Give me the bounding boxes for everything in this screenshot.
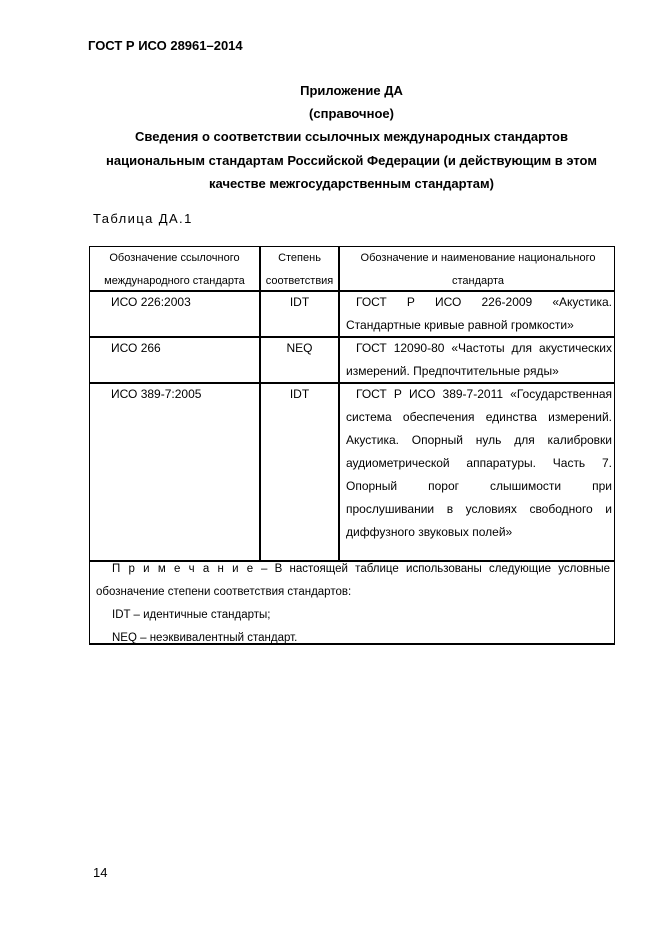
note-item-neq: NEQ – неэквивалентный стандарт. <box>112 632 298 644</box>
column-divider <box>338 247 340 560</box>
annex-heading-line-1: Сведения о соответствии ссылочных международных стандартов <box>135 129 568 144</box>
note-label: П р и м е ч а н и е <box>112 563 254 575</box>
row-1-national: ГОСТ Р ИСО 226-2009 «Акустика. Стандартные кривые равной громкости» <box>346 295 612 332</box>
row-1-ref: ИСО 226:2003 <box>111 295 191 309</box>
table-caption: Таблица ДА.1 <box>93 211 193 226</box>
header-cell-national <box>340 247 616 292</box>
header-line: соответствия <box>265 274 334 287</box>
correspondence-table <box>89 246 615 645</box>
row-3-degree: IDT <box>289 387 310 401</box>
header-cell-ref <box>90 247 259 292</box>
table-note <box>96 558 610 604</box>
annex-title: Приложение ДА <box>300 83 403 98</box>
header-line: Обозначение ссылочного <box>109 252 240 264</box>
row-2-degree: NEQ <box>286 341 313 355</box>
header-line: стандарта <box>451 274 505 287</box>
annex-type: (справочное) <box>309 106 394 121</box>
row-2-national: ГОСТ 12090-80 «Частоты для акустических измерений. Предпочтительные ряды» <box>346 341 612 378</box>
header-line: Степень <box>278 252 321 264</box>
row-1-degree: IDT <box>289 295 310 309</box>
row-3-ref: ИСО 389-7:2005 <box>111 387 202 401</box>
note-text: – В настоящей таблице использованы следующие условные обозначение степени соответствия стандартов: <box>96 563 610 598</box>
annex-heading-line-3: качестве межгосударственным стандартам) <box>209 176 494 191</box>
page-number: 14 <box>93 865 108 880</box>
header-line: международного стандарта <box>104 274 245 287</box>
row-3-national: ГОСТ Р ИСО 389-7-2011 «Государственная система обеспечения единства измерений. Акустика. Опорный нуль для калибровки аудиометрической аппаратуры. Часть 7. Опорный порог слышимости при прослушивании в условиях свободного и диффузного звуковых полей» <box>346 387 612 539</box>
annex-heading-line-2: национальным стандартам Российской Федерации (и действующим в этом <box>106 153 597 168</box>
header-cell-degree <box>261 247 338 292</box>
note-item-idt: IDT – идентичные стандарты; <box>112 609 271 621</box>
header-line: Обозначение и наименование национального <box>360 252 596 264</box>
row-2-ref: ИСО 266 <box>111 341 161 355</box>
document-code: ГОСТ Р ИСО 28961–2014 <box>88 38 243 53</box>
